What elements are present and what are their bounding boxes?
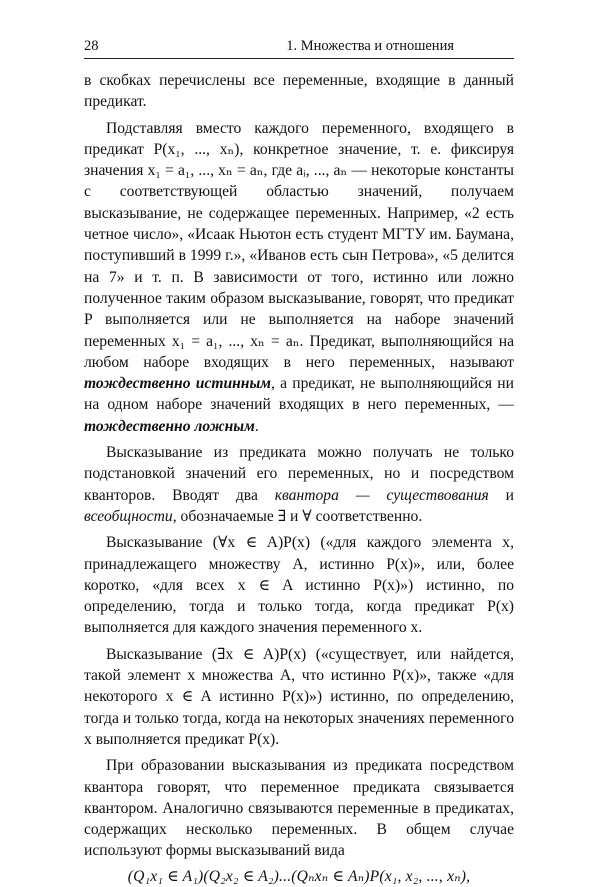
paragraph: При образовании высказывания из предиката посредством квантора говорят, что переменное предиката связывается квантором. Аналогично связываются переменные в предикатах, содержащих несколько переменных. В общем случае используют формы высказываний вида (84, 757, 514, 860)
term-emphasis: всеобщности (84, 507, 173, 525)
paragraph (84, 118, 514, 437)
text-run: и (488, 486, 514, 504)
text-run: , а предикат, не выполняющийся ни на одном наборе значений входящих в него переменных, — (84, 375, 514, 414)
chapter-title: 1. Множества и отношения (286, 38, 454, 54)
paragraph: Высказывание (∃x ∈ A)P(x) («существует, или найдется, такой элемент x множества A, что истинно P(x)», также «для некоторого x ∈ A истинно P(x)») истинно, по определению, тогда и только тогда, когда на некоторых значениях переменного x выполняется предикат P(x). (84, 645, 514, 748)
text-run: . (254, 417, 259, 435)
header-rule (84, 58, 514, 59)
paragraph: Высказывание (∀x ∈ A)P(x) («для каждого элемента x, принадлежащего множеству A, истинно P(x)», или, более коротко, «для всех x ∈ A истинно P(x)») истинно, по определению, тогда и только тогда, когда предикат P(x) выполняется для каждого значения переменного x. (84, 534, 514, 637)
running-head (84, 38, 514, 55)
term-emphasis: тождественно истинным (84, 375, 271, 393)
paragraph (84, 442, 514, 527)
paragraph: в скобках перечислены все переменные, входящие в данный предикат. (84, 72, 514, 111)
text-run: , обозначаемые ∃ и ∀ соответственно. (172, 507, 423, 525)
term-emphasis: квантора — существования (274, 486, 489, 504)
term-emphasis: тождественно ложным (84, 417, 255, 435)
text-run: Высказывание из предиката можно получать не только подстановкой значений его переменных, но и посредством кванторов. Вводят два (84, 444, 514, 504)
page-body (84, 70, 514, 887)
page-number: 28 (84, 38, 99, 54)
formula: (Q₁x₁ ∈ A₁)(Q₂x₂ ∈ A₂)...(Qₙxₙ ∈ Aₙ)P(x₁, x₂, ..., xₙ), (127, 867, 471, 885)
text-run: Подставляя вместо каждого переменного, входящего в предикат P(x₁, ..., xₙ), конкретное значение, т. е. фиксируя значения x₁ = a₁, ..., xₙ = aₙ, где aᵢ, ..., aₙ — некоторые константы с соответствующей областью значений, получаем высказывание, не содержащее переменных. Например, «2 есть четное число», «Исаак Ньютон есть студент МГТУ им. Баумана, поступивший в 1999 г.», «Иванов есть сын Петрова», «5 делится на 7» и т. п. В зависимости от того, истинно или ложно полученное таким образом высказывание, говорят, что предикат P выполняется или не выполняется на наборе значений переменных x₁ = a₁, ..., xₙ = aₙ. Предикат, выполняющийся на любом наборе входящих в него переменных, называют (84, 119, 514, 371)
